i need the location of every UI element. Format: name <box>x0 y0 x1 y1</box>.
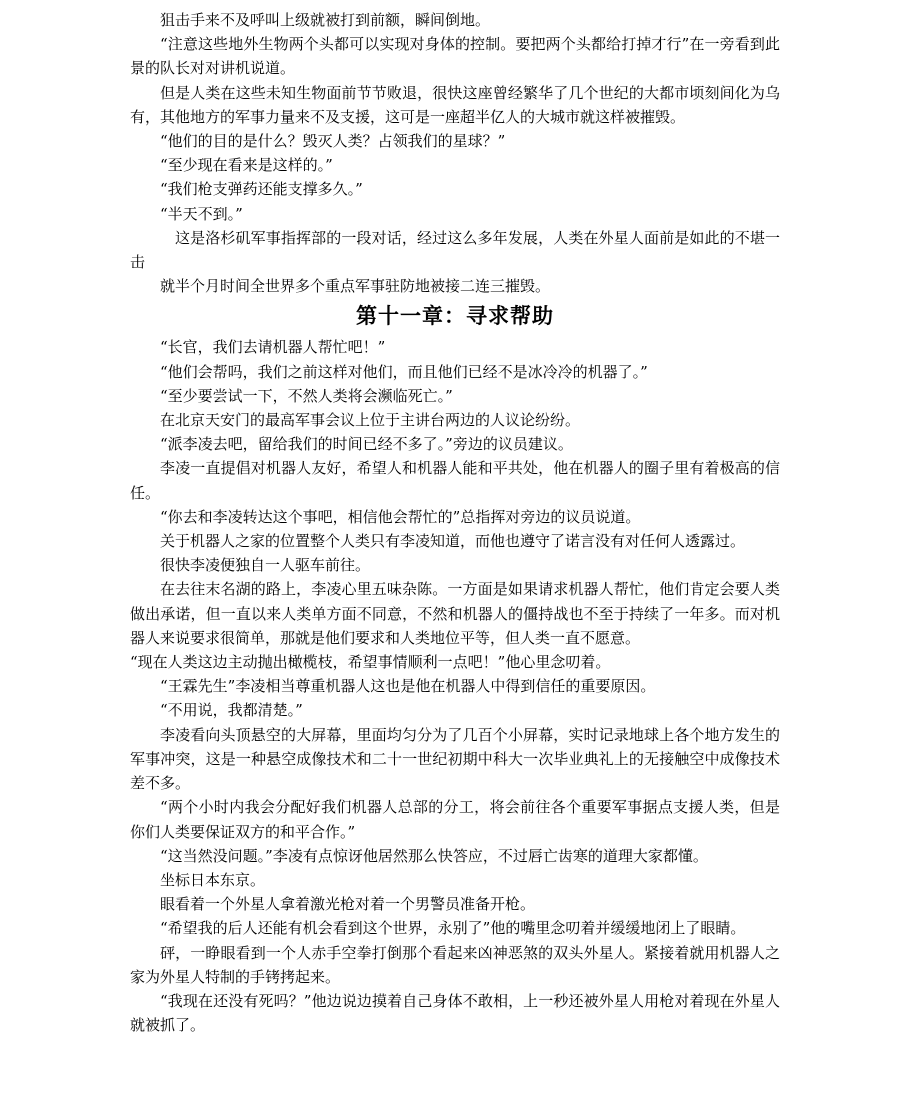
paragraph: 眼看着一个外星人拿着激光枪对着一个男警员准备开枪。 <box>160 895 536 914</box>
chapter-title: 第十一章：寻求帮助 <box>356 304 554 329</box>
paragraph: 李凌一直提倡对机器人友好，希望人和机器人能和平共处，他在机器人的圈子里有着极高的信任。 <box>130 459 780 502</box>
paragraph: “这当然没问题。”李凌有点惊讶他居然那么快答应，不过唇亡齿寒的道理大家都懂。 <box>160 846 708 865</box>
paragraph: 狙击手来不及呼叫上级就被打到前额，瞬间倒地。 <box>160 11 491 29</box>
paragraph: 但是人类在这些未知生物面前节节败退，很快这座曾经繁华了几个世纪的大都市顷刻间化为乌有，其他地方的军事力量来不及支援，这可是一座超半亿人的大城市就这样被摧毁。 <box>130 83 780 126</box>
paragraph: “至少现在看来是这样的。” <box>160 156 333 175</box>
paragraph: 很快李凌便独自一人驱车前往。 <box>160 556 371 575</box>
paragraph: “至少要尝试一下，不然人类将会濒临死亡。” <box>160 386 453 405</box>
paragraph: “长官，我们去请机器人帮忙吧！” <box>160 338 386 357</box>
paragraph: 李凌看向头顶悬空的大屏幕，里面均匀分为了几百个小屏幕，实时记录地球上各个地方发生的军事冲突，这是一种悬空成像技术和二十一世纪初期中科大一次毕业典礼上的无接触空中成像技术差不多。 <box>130 725 780 793</box>
paragraph: “你去和李凌转达这个事吧，相信他会帮忙的”总指挥对旁边的议员说道。 <box>160 507 641 526</box>
paragraph: 就半个月时间全世界多个重点军事驻防地被接二连三摧毁。 <box>160 277 551 296</box>
paragraph: 在去往末名湖的路上，李凌心里五味杂陈。一方面是如果请求机器人帮忙，他们肯定会要人类做出承诺，但一直以来人类单方面不同意，不然和机器人的僵持战也不至于持续了一年多。而对机器人来说要求很简单，那就是他们要求和人类地位平等，但人类一直不愿意。 <box>130 580 780 647</box>
paragraph: “派李凌去吧，留给我们的时间已经不多了。”旁边的议员建议。 <box>160 435 573 454</box>
paragraph: 砰，一睁眼看到一个人赤手空拳打倒那个看起来凶神恶煞的双头外星人。紧接着就用机器人之家为外星人特制的手铐拷起来。 <box>130 943 780 986</box>
paragraph: “王霖先生”李凌相当尊重机器人这也是他在机器人中得到信任的重要原因。 <box>160 677 656 696</box>
paragraph: “我们枪支弹药还能支撑多久。” <box>160 180 363 199</box>
paragraph: “不用说，我都清楚。” <box>160 701 303 720</box>
paragraph: 这是洛杉矶军事指挥部的一段对话，经过这么多年发展，人类在外星人面前是如此的不堪一击 <box>130 228 780 272</box>
paragraph: “半天不到。” <box>160 204 243 223</box>
document-page <box>130 8 780 1037</box>
paragraph: “两个小时内我会分配好我们机器人总部的分工，将会前往各个重要军事据点支援人类，但是你们人类要保证双方的和平合作。” <box>130 798 780 841</box>
paragraph: 关于机器人之家的位置整个人类只有李凌知道，而他也遵守了诺言没有对任何人透露过。 <box>160 532 746 551</box>
paragraph: 在北京天安门的最高军事会议上位于主讲台两边的人议论纷纷。 <box>160 411 581 430</box>
paragraph: “他们的目的是什么？毁灭人类？占领我们的星球？” <box>160 132 506 151</box>
paragraph: “我现在还没有死吗？”他边说边摸着自己身体不敢相，上一秒还被外星人用枪对着现在外星人就被抓了。 <box>130 991 780 1035</box>
paragraph: “现在人类这边主动抛出橄榄枝，希望事情顺利一点吧！”他心里念叨着。 <box>130 653 611 672</box>
paragraph: “希望我的后人还能有机会看到这个世界，永别了”他的嘴里念叨着并缓缓地闭上了眼睛。 <box>160 919 746 938</box>
paragraph: 坐标日本东京。 <box>160 870 266 889</box>
paragraph: “注意这些地外生物两个头都可以实现对身体的控制。要把两个头都给打掉才行”在一旁看到此景的队长对对讲机说道。 <box>130 35 780 78</box>
paragraph: “他们会帮吗，我们之前这样对他们，而且他们已经不是冰冷冷的机器了。” <box>160 362 648 381</box>
